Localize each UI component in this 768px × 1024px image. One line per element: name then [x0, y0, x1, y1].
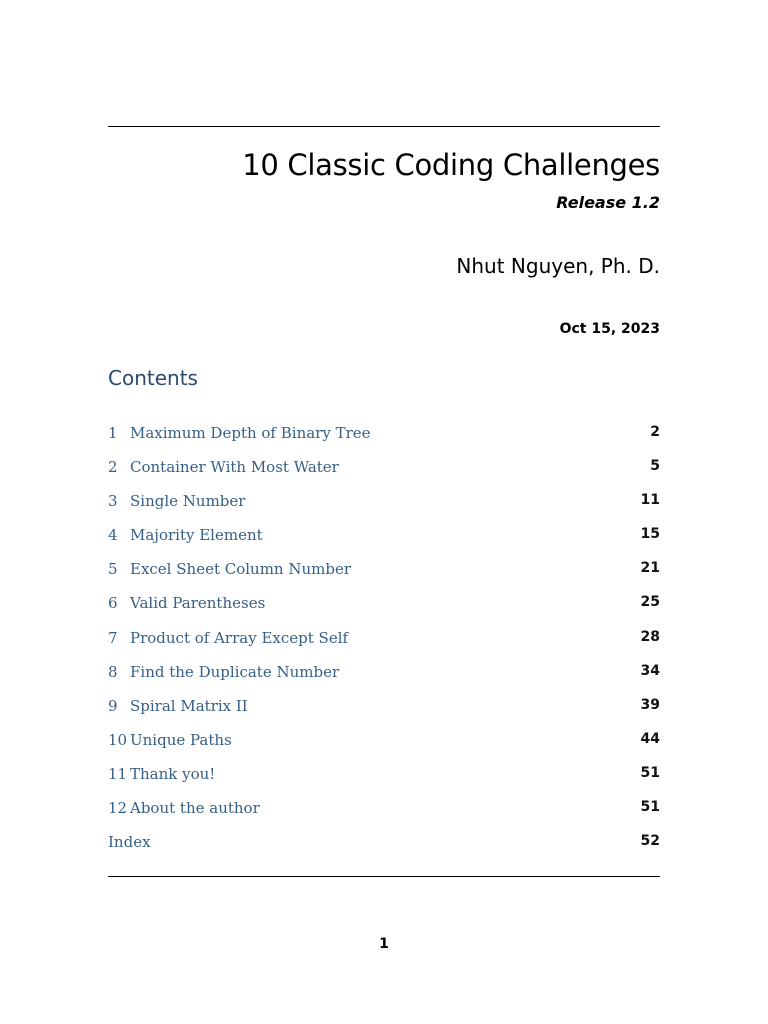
toc-item-number: 1 — [108, 424, 118, 442]
toc-item-page[interactable]: 52 — [640, 833, 660, 850]
toc-item-link[interactable]: Maximum Depth of Binary Tree — [130, 424, 371, 442]
toc-item-page[interactable]: 21 — [640, 560, 660, 577]
document-title: 10 Classic Coding Challenges — [242, 148, 660, 182]
toc-item-link[interactable]: Container With Most Water — [130, 458, 339, 477]
contents-heading: Contents — [108, 366, 198, 390]
toc-item-page[interactable]: 11 — [640, 492, 660, 509]
toc-item-page[interactable]: 2 — [650, 424, 660, 440]
toc-item-page[interactable]: 15 — [640, 526, 660, 543]
toc-item-number: 6 — [108, 594, 118, 613]
toc-item-11[interactable] — [108, 765, 660, 799]
toc-item-link[interactable]: Valid Parentheses — [130, 594, 266, 613]
toc-item-5[interactable] — [108, 560, 660, 594]
toc-item-page[interactable]: 5 — [650, 458, 660, 475]
toc-item-number: 8 — [108, 662, 118, 681]
toc-item-link[interactable]: Spiral Matrix II — [130, 696, 248, 715]
toc-item-index[interactable] — [108, 833, 660, 867]
toc-item-link[interactable]: Unique Paths — [130, 730, 232, 749]
toc-item-link[interactable]: Excel Sheet Column Number — [130, 560, 352, 579]
toc-item-link[interactable]: Find the Duplicate Number — [130, 662, 340, 681]
toc-item-link[interactable]: Index — [108, 833, 151, 852]
toc-item-2[interactable] — [108, 458, 660, 492]
toc-item-10[interactable] — [108, 731, 660, 765]
toc-item-page[interactable]: 44 — [640, 730, 660, 747]
toc-item-page[interactable]: 34 — [640, 662, 660, 679]
toc-item-1[interactable] — [108, 424, 660, 458]
table-of-contents — [108, 424, 660, 867]
toc-item-number: 5 — [108, 560, 118, 579]
release-label: Release 1.2 — [556, 193, 660, 212]
toc-item-number: 3 — [108, 492, 118, 511]
toc-item-number: 12 — [108, 799, 128, 818]
toc-item-8[interactable] — [108, 663, 660, 697]
publication-date: Oct 15, 2023 — [559, 321, 660, 337]
toc-item-page[interactable]: 51 — [640, 764, 660, 781]
toc-item-number: 10 — [108, 730, 128, 749]
page-number: 1 — [379, 936, 389, 952]
toc-item-link[interactable]: Thank you! — [130, 764, 216, 783]
toc-item-link[interactable]: Majority Element — [130, 526, 263, 545]
toc-item-page[interactable]: 51 — [640, 799, 660, 816]
toc-item-number: 4 — [108, 526, 118, 545]
bottom-rule — [108, 876, 660, 877]
author-name: Nhut Nguyen, Ph. D. — [456, 254, 660, 278]
toc-item-page[interactable]: 39 — [640, 696, 660, 713]
toc-item-3[interactable] — [108, 492, 660, 526]
toc-item-number: 2 — [108, 458, 118, 477]
toc-item-page[interactable]: 25 — [640, 594, 660, 611]
toc-item-number: 7 — [108, 628, 118, 647]
toc-item-link[interactable]: About the author — [130, 799, 260, 818]
toc-item-number: 11 — [108, 764, 128, 783]
toc-item-12[interactable] — [108, 799, 660, 833]
toc-item-6[interactable] — [108, 594, 660, 628]
toc-item-4[interactable] — [108, 526, 660, 560]
top-rule — [108, 126, 660, 127]
toc-item-link[interactable]: Single Number — [130, 492, 246, 511]
toc-item-number: 9 — [108, 696, 118, 715]
toc-item-page[interactable]: 28 — [640, 628, 660, 645]
toc-item-9[interactable] — [108, 697, 660, 731]
toc-item-link[interactable]: Product of Array Except Self — [130, 628, 349, 647]
toc-item-7[interactable] — [108, 629, 660, 663]
